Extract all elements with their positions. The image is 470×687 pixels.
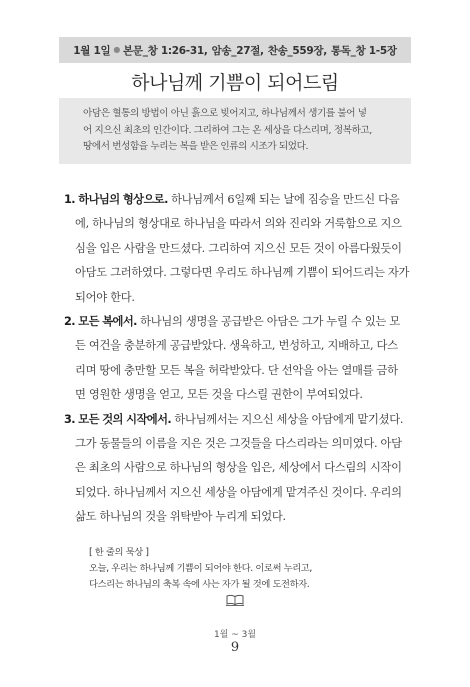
section-text: 삶도 하나님의 것을 위탁받아 누리게 되었다. <box>75 510 286 524</box>
bullet-icon: ● <box>113 44 121 54</box>
section-1 <box>64 188 414 310</box>
section-text: 리며 땅에 충만할 모든 복을 허락받았다. 단 선악을 아는 열매를 금하 <box>75 363 398 377</box>
reading-plan-header <box>59 37 411 63</box>
header-reading-through: 통독_창 1-5장 <box>330 44 397 57</box>
section-heading: 모든 것의 시작에서. <box>78 412 172 426</box>
intro-line: 땅에서 번성함을 누리는 복을 받은 인류의 시조가 되었다. <box>83 141 309 152</box>
section-text: 에, 하나님의 형상대로 하나님을 따라서 의와 진리와 거룩함으로 지으 <box>75 217 402 231</box>
section-text: 아담도 그러하였다. 그렇다면 우리도 하나님께 기쁨이 되어드리는 자가 <box>75 266 410 280</box>
header-reading-hymn: 찬송_559장, <box>267 44 327 57</box>
intro-line: 아담은 혈통의 방법이 아닌 흙으로 빚어지고, 하나님께서 생기를 불어 넣 <box>83 108 367 119</box>
footer-month-range: 1월 ~ 3월 <box>213 630 257 640</box>
section-text: 그가 동물들의 이름을 지은 것은 그것들을 다스리라는 의미였다. 아담 <box>75 436 402 450</box>
header-date: 1월 1일 <box>73 44 111 57</box>
section-text: 되어야 한다. <box>75 290 135 304</box>
meditation-line: 다스리는 하나님의 축복 속에 사는 자가 될 것에 도전하자. <box>89 579 310 590</box>
section-text: 심을 입은 사람을 만드셨다. 그리하여 지으신 모든 것이 아름다웠듯이 <box>75 241 402 255</box>
section-heading: 모든 복에서. <box>78 314 137 328</box>
page-title: 하나님께 기쁨이 되어드림 <box>131 72 339 94</box>
meditation-label: [ 한 줄의 묵상 ] <box>89 547 149 558</box>
body-sections <box>64 188 414 529</box>
section-text: 든 여건을 충분하게 공급받았다. 생육하고, 번성하고, 지배하고, 다스 <box>75 339 398 353</box>
section-number: 2. <box>64 314 75 328</box>
section-text: 하나님께서는 지으신 세상을 아담에게 맡기셨다. <box>174 412 404 426</box>
section-text: 되었다. 하나님께서 지으신 세상을 아담에게 맡겨주신 것이다. 우리의 <box>75 485 402 499</box>
section-2 <box>64 310 414 408</box>
intro-box <box>59 98 411 164</box>
section-text: 하나님께서 6일째 되는 날에 짐승을 만드신 다음 <box>171 193 400 206</box>
open-book-icon <box>226 594 244 606</box>
section-3 <box>64 408 414 530</box>
page-number: 9 <box>230 640 240 655</box>
section-text: 하나님의 생명을 공급받은 아담은 그가 누릴 수 있는 모 <box>140 314 400 328</box>
section-number: 1. <box>64 193 75 206</box>
meditation-line: 오늘, 우리는 하나님께 기쁨이 되어야 한다. 이로써 누리고, <box>89 563 312 574</box>
intro-line: 어 지으신 최초의 인간이다. 그리하여 그는 온 세상을 다스리며, 정복하고, <box>83 124 372 136</box>
one-line-meditation <box>89 545 389 593</box>
section-heading: 하나님의 형상으로. <box>78 193 168 206</box>
section-text: 면 영원한 생명을 얻고, 모든 것을 다스릴 권한이 부여되었다. <box>75 388 363 402</box>
header-reading-text: 본문_창 1:26-31, <box>123 44 208 57</box>
header-reading-memory: 암송_27절, <box>211 44 264 57</box>
section-text: 은 최초의 사람으로 하나님의 형상을 입은, 세상에서 다스림의 시작이 <box>75 461 402 475</box>
section-number: 3. <box>64 412 75 426</box>
